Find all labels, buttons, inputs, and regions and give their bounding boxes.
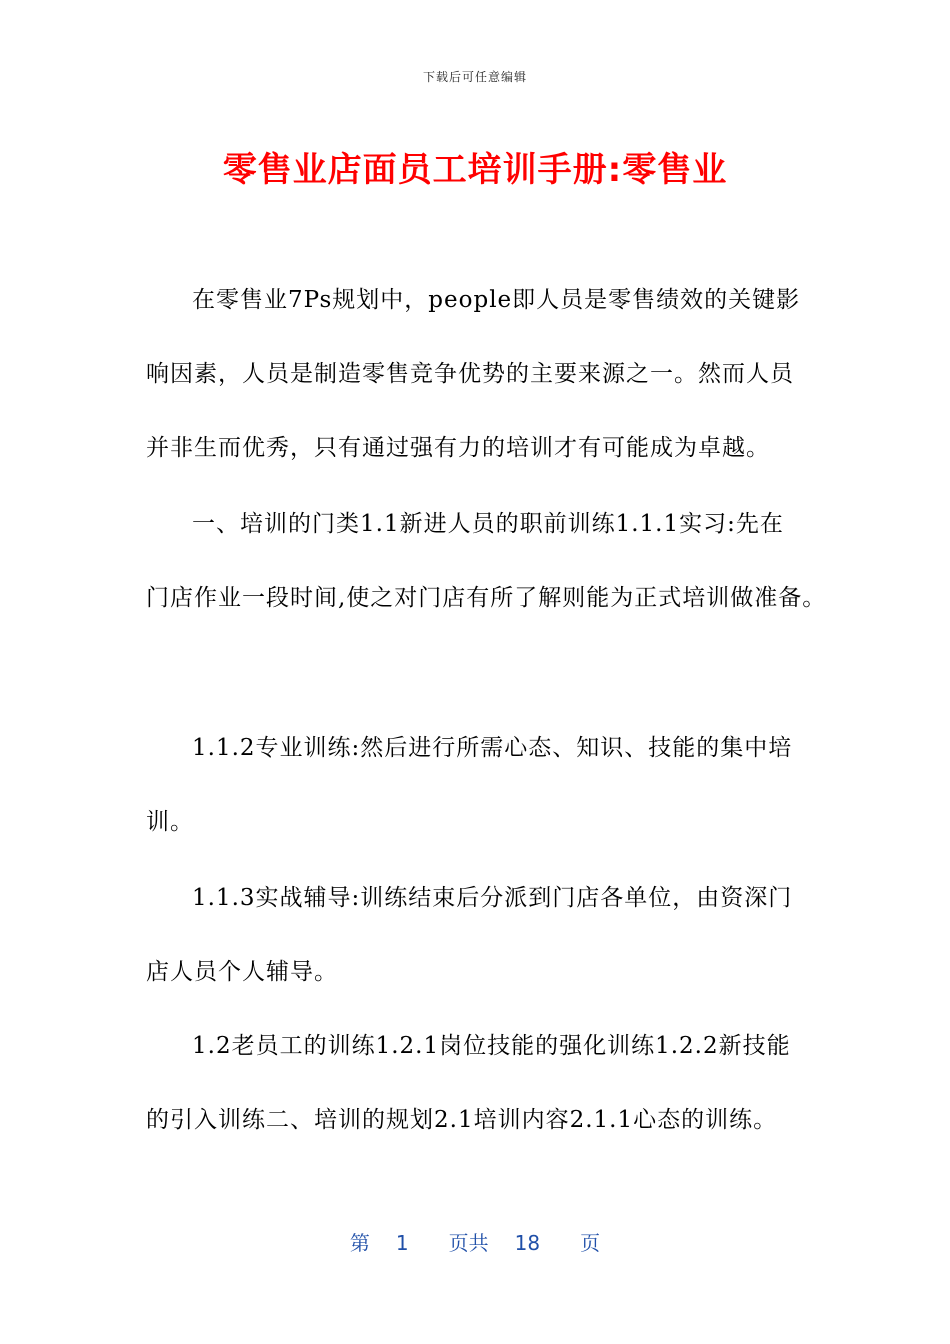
paragraph-line: 一、培训的门类1.1新进人员的职前训练1.1.1实习:先在 bbox=[192, 511, 784, 537]
paragraph-line: 1.1.2专业训练:然后进行所需心态、知识、技能的集中培 bbox=[192, 735, 793, 761]
paragraph-line: 1.2老员工的训练1.2.1岗位技能的强化训练1.2.2新技能 bbox=[192, 1033, 791, 1059]
paragraph-line: 门店作业一段时间,使之对门店有所了解则能为正式培训做准备。 bbox=[146, 585, 827, 611]
page-suffix: 页 bbox=[580, 1231, 601, 1255]
paragraph-line: 店人员个人辅导。 bbox=[146, 959, 338, 985]
paragraph-line: 训。 bbox=[146, 809, 194, 835]
page-prefix: 第 bbox=[349, 1231, 370, 1255]
header-note: 下载后可任意编辑 bbox=[422, 70, 527, 84]
paragraph-line: 1.1.3实战辅导:训练结束后分派到门店各单位，由资深门 bbox=[192, 885, 793, 911]
page-footer bbox=[0, 1227, 950, 1256]
paragraph-line: 在零售业7Ps规划中，people即人员是零售绩效的关键影 bbox=[192, 287, 801, 313]
document-title: 零售业店面员工培训手册:零售业 bbox=[222, 150, 728, 190]
page-mid: 页共 bbox=[448, 1231, 489, 1255]
page-total: 18 bbox=[514, 1231, 541, 1255]
paragraph-line: 的引入训练二、培训的规划2.1培训内容2.1.1心态的训练。 bbox=[146, 1107, 778, 1133]
paragraph-line: 响因素，人员是制造零售竞争优势的主要来源之一。然而人员 bbox=[146, 361, 794, 387]
page-current: 1 bbox=[395, 1231, 409, 1255]
paragraph-line: 并非生而优秀，只有通过强有力的培训才有可能成为卓越。 bbox=[146, 435, 770, 461]
